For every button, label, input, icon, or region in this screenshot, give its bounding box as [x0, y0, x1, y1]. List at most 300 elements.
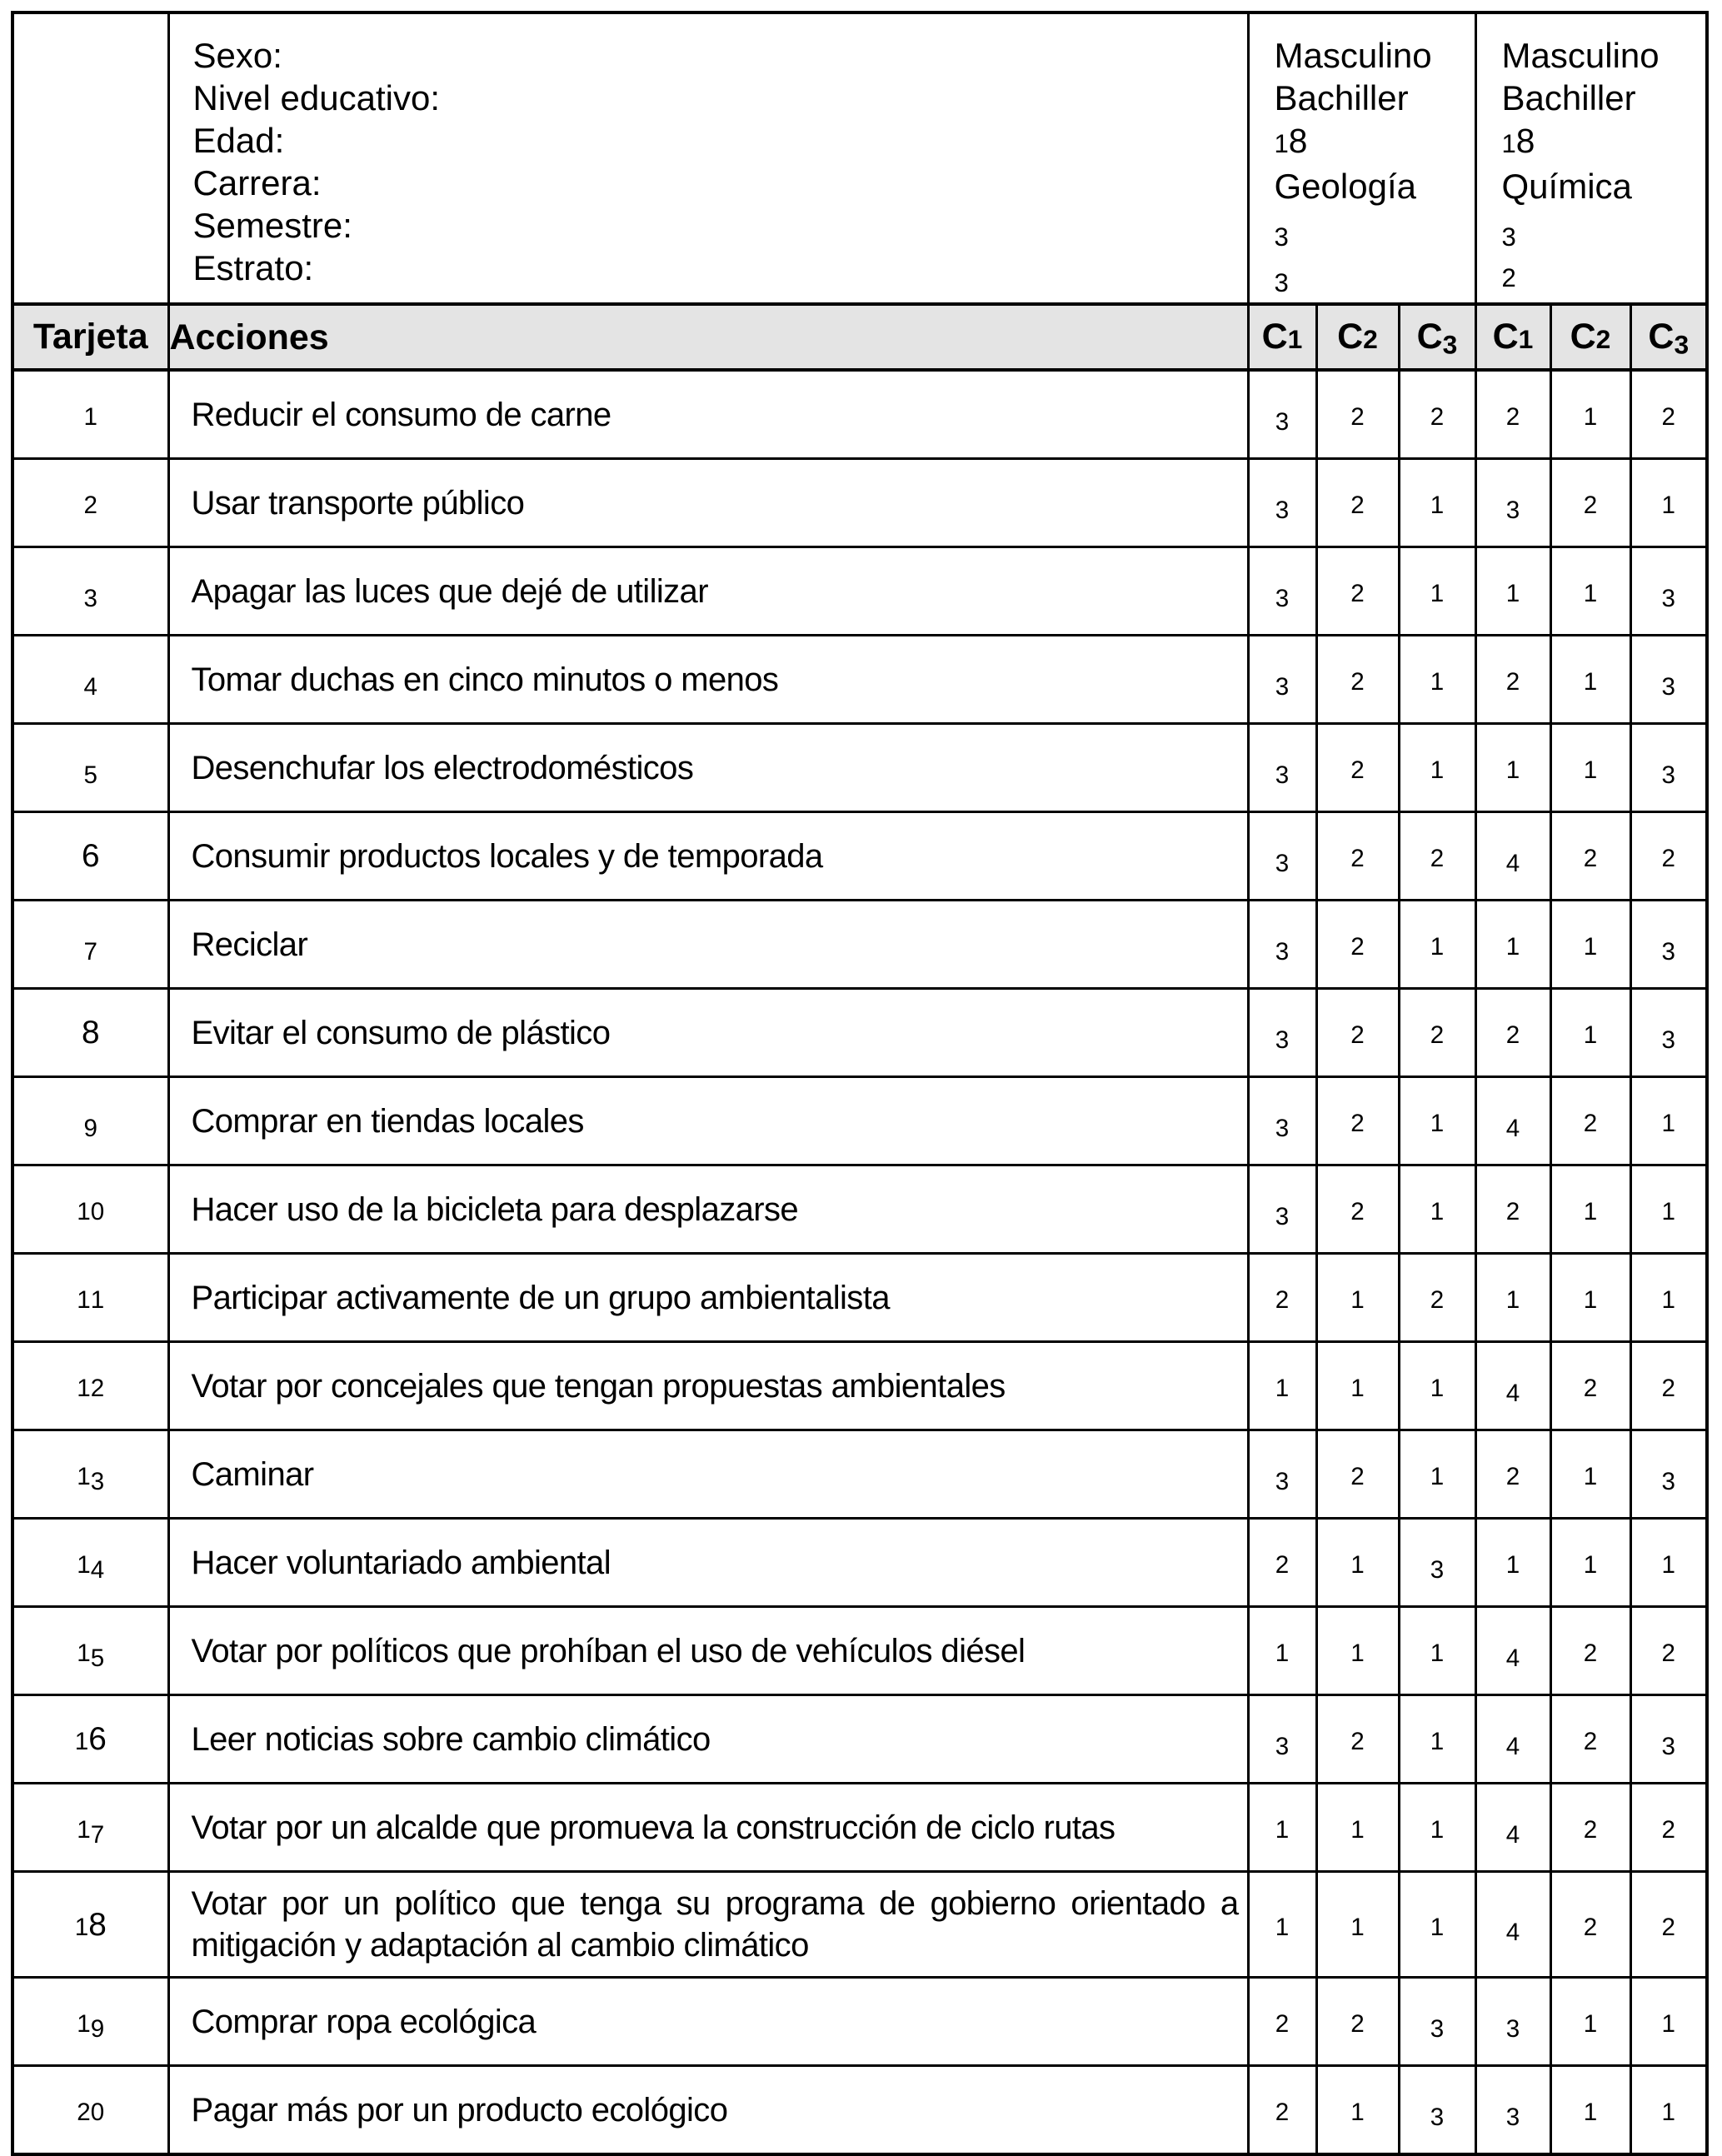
- digit: 1: [1430, 492, 1445, 519]
- value-cell: [1630, 812, 1707, 901]
- value-cell: [1475, 1872, 1550, 1978]
- student1-cell: [1248, 12, 1475, 304]
- value-cell: [1399, 370, 1475, 459]
- value-cell: [1399, 1077, 1475, 1165]
- value-cell: [1630, 1342, 1707, 1430]
- value-cell: [1316, 547, 1399, 636]
- digit: 1: [77, 1816, 91, 1844]
- table-row: [12, 2066, 1707, 2155]
- tarjeta-number-cell: [12, 989, 168, 1077]
- profile-label: Nivel educativo:: [192, 78, 440, 117]
- value-cell: [1630, 547, 1707, 636]
- digit: 3: [1274, 222, 1289, 252]
- accion-cell: Caminar: [168, 1430, 1248, 1519]
- digit: 3: [1430, 1555, 1445, 1584]
- digit: 2: [77, 2099, 91, 2126]
- table-row: [12, 1695, 1707, 1784]
- digit: 1: [1430, 1375, 1445, 1402]
- value-cell: [1475, 1077, 1550, 1165]
- value-cell: [1248, 1430, 1316, 1519]
- digit: 4: [1505, 1732, 1520, 1760]
- digit: 1: [74, 1913, 89, 1941]
- digit: 2: [1583, 1639, 1598, 1667]
- value-cell: [1550, 1254, 1630, 1342]
- digit: 2: [1275, 1551, 1290, 1579]
- digit: 3: [1501, 222, 1516, 252]
- digit: 1: [1350, 1551, 1365, 1579]
- digit: 1: [1505, 1551, 1520, 1579]
- digit: 2: [1350, 933, 1365, 961]
- digit: 1: [1518, 324, 1534, 354]
- digit: 2: [1350, 756, 1365, 784]
- accion-cell: Evitar el consumo de plástico: [168, 989, 1248, 1077]
- accion-cell: Apagar las luces que dejé de utilizar: [168, 547, 1248, 636]
- criterion-header-cell: C2: [1316, 304, 1399, 370]
- digit: 1: [1350, 1913, 1365, 1941]
- value-cell: [1316, 1254, 1399, 1342]
- value-cell: [1550, 636, 1630, 724]
- table-row: [12, 901, 1707, 989]
- value-cell: [1399, 1872, 1475, 1978]
- digit: 1: [77, 1198, 91, 1225]
- digit: 2: [1505, 403, 1520, 431]
- digit: 7: [83, 937, 97, 966]
- digit: 1: [1583, 1463, 1598, 1490]
- accion-cell: Votar por políticos que prohíban el uso de vehículos diésel: [168, 1607, 1248, 1695]
- value-cell: [1475, 901, 1550, 989]
- digit: 1: [1583, 756, 1598, 784]
- digit: 1: [1275, 1816, 1290, 1844]
- digit: 3: [1275, 1026, 1290, 1054]
- value-cell: [1248, 812, 1316, 901]
- digit: 3: [1275, 407, 1290, 436]
- digit: 1: [1583, 933, 1598, 961]
- value-cell: [1248, 2066, 1316, 2155]
- value-cell: [1316, 1607, 1399, 1695]
- digit: 2: [1430, 1021, 1445, 1049]
- value-cell: [1399, 1607, 1475, 1695]
- digit: 2: [1661, 1913, 1675, 1941]
- digit: 2: [1583, 845, 1598, 872]
- digit: 8: [1288, 122, 1308, 160]
- digit: 3: [83, 584, 97, 612]
- tarjeta-header: Tarjeta: [12, 304, 168, 370]
- tarjeta-number-cell: [12, 459, 168, 547]
- accion-cell: Hacer voluntariado ambiental: [168, 1519, 1248, 1607]
- value-cell: [1630, 1254, 1707, 1342]
- digit: 6: [81, 838, 100, 874]
- accion-cell: Reducir el consumo de carne: [168, 370, 1248, 459]
- digit: 4: [90, 1555, 105, 1584]
- digit: 1: [1275, 1639, 1290, 1667]
- criterion-header-cell: C1: [1248, 304, 1316, 370]
- digit: 2: [83, 492, 97, 519]
- digit: 2: [1661, 1816, 1675, 1844]
- digit: 3: [1674, 329, 1690, 360]
- value-cell: [1248, 1254, 1316, 1342]
- value-cell: [1399, 812, 1475, 901]
- table-row: [12, 1342, 1707, 1430]
- digit: 1: [1583, 1021, 1598, 1049]
- digit: 3: [90, 1467, 105, 1495]
- digit: 1: [90, 1286, 105, 1314]
- digit: 1: [77, 1286, 91, 1314]
- accion-cell: Votar por un político que tenga su programa de gobierno orientado a mitigación y adaptación al cambio climático: [168, 1872, 1248, 1978]
- value-cell: [1475, 370, 1550, 459]
- tarjeta-number-cell: [12, 1254, 168, 1342]
- profile-value: [1275, 207, 1466, 253]
- digit: 1: [1661, 2099, 1675, 2126]
- digit: 4: [1505, 1644, 1520, 1672]
- profile-value: [1502, 207, 1698, 253]
- tarjeta-number-cell: [12, 1978, 168, 2066]
- value-cell: [1630, 370, 1707, 459]
- header-row: [12, 304, 1707, 370]
- profile-label: Carrera:: [192, 163, 322, 202]
- value-cell: [1248, 547, 1316, 636]
- accion-cell: Comprar ropa ecológica: [168, 1978, 1248, 2066]
- digit: 4: [1505, 849, 1520, 877]
- digit: 4: [1505, 1820, 1520, 1849]
- profile-value: Bachiller: [1274, 78, 1409, 117]
- value-cell: [1550, 1165, 1630, 1254]
- digit: 1: [1661, 1551, 1675, 1579]
- profile-row: [12, 12, 1707, 304]
- value-cell: [1399, 1784, 1475, 1872]
- value-cell: [1550, 1342, 1630, 1430]
- value-cell: [1475, 1978, 1550, 2066]
- value-cell: [1399, 636, 1475, 724]
- digit: 2: [1350, 845, 1365, 872]
- tarjeta-number-cell: [12, 1077, 168, 1165]
- criterion-header-cell: C2: [1550, 304, 1630, 370]
- accion-cell: Participar activamente de un grupo ambientalista: [168, 1254, 1248, 1342]
- value-cell: [1475, 724, 1550, 812]
- value-cell: [1316, 989, 1399, 1077]
- tarjeta-number-cell: [12, 1519, 168, 1607]
- digit: 1: [1505, 580, 1520, 607]
- digit: 3: [1661, 1732, 1675, 1760]
- value-cell: [1475, 459, 1550, 547]
- accion-cell: Votar por concejales que tengan propuestas ambientales: [168, 1342, 1248, 1430]
- tarjeta-number-cell: [12, 636, 168, 724]
- table-row: [12, 1254, 1707, 1342]
- tarjeta-number-cell: [12, 1165, 168, 1254]
- digit: 1: [1430, 668, 1445, 696]
- value-cell: [1630, 1165, 1707, 1254]
- value-cell: [1316, 1872, 1399, 1978]
- value-cell: [1630, 1978, 1707, 2066]
- digit: 2: [1583, 492, 1598, 519]
- digit: 3: [1275, 1467, 1290, 1495]
- value-cell: [1399, 1342, 1475, 1430]
- digit: 2: [1583, 1110, 1598, 1137]
- digit: 2: [1350, 1728, 1365, 1755]
- value-cell: [1550, 1077, 1630, 1165]
- digit: 3: [1661, 937, 1675, 966]
- value-cell: [1475, 989, 1550, 1077]
- table-row: [12, 989, 1707, 1077]
- profile-label: Edad:: [192, 121, 285, 160]
- digit: 2: [1350, 1198, 1365, 1225]
- profile-empty-cell: [12, 12, 168, 304]
- digit: 1: [77, 2010, 91, 2038]
- digit: 3: [1275, 584, 1290, 612]
- digit: 1: [77, 1551, 91, 1579]
- value-cell: [1399, 459, 1475, 547]
- value-cell: [1475, 1695, 1550, 1784]
- table-row: [12, 1430, 1707, 1519]
- digit: 1: [1350, 1816, 1365, 1844]
- table-row: [12, 370, 1707, 459]
- digit: 3: [1505, 2103, 1520, 2131]
- digit: 2: [1661, 845, 1675, 872]
- tarjeta-number-cell: [12, 724, 168, 812]
- value-cell: [1248, 901, 1316, 989]
- value-cell: [1630, 989, 1707, 1077]
- value-cell: [1316, 1519, 1399, 1607]
- student2-cell: [1475, 12, 1707, 304]
- profile-value: [1275, 253, 1466, 299]
- digit: 2: [1501, 263, 1516, 292]
- digit: 3: [1661, 761, 1675, 789]
- table-row: [12, 1784, 1707, 1872]
- digit: 2: [1661, 1375, 1675, 1402]
- digit: 1: [1430, 1728, 1445, 1755]
- value-cell: [1550, 1430, 1630, 1519]
- digit: 1: [1505, 1286, 1520, 1314]
- value-cell: [1399, 1165, 1475, 1254]
- digit: 1: [74, 1728, 89, 1755]
- value-cell: [1475, 1165, 1550, 1254]
- digit: 3: [1661, 584, 1675, 612]
- value-cell: [1630, 901, 1707, 989]
- digit: 3: [1275, 761, 1290, 789]
- digit: 1: [1350, 1375, 1365, 1402]
- digit: 3: [1661, 672, 1675, 701]
- acciones-header: Acciones: [168, 304, 1248, 370]
- value-cell: [1630, 1519, 1707, 1607]
- profile-value: [1275, 119, 1466, 165]
- table-row: [12, 1165, 1707, 1254]
- tarjeta-number-cell: [12, 1784, 168, 1872]
- table-row: [12, 1607, 1707, 1695]
- profile-value: [1502, 119, 1698, 165]
- value-cell: [1550, 724, 1630, 812]
- value-cell: [1550, 901, 1630, 989]
- digit: 1: [1583, 2010, 1598, 2038]
- value-cell: [1248, 1607, 1316, 1695]
- digit: 1: [1661, 2010, 1675, 2038]
- digit: 1: [1430, 933, 1445, 961]
- value-cell: [1630, 1430, 1707, 1519]
- digit: 4: [1505, 1918, 1520, 1946]
- accion-cell: Hacer uso de la bicicleta para desplazarse: [168, 1165, 1248, 1254]
- digit: 1: [1583, 2099, 1598, 2126]
- value-cell: [1550, 1695, 1630, 1784]
- digit: 1: [1275, 1913, 1290, 1941]
- profile-value: Masculino: [1501, 36, 1660, 75]
- profile-labels-cell: [168, 12, 1248, 304]
- digit: 1: [1350, 2099, 1365, 2126]
- digit: 2: [1505, 1463, 1520, 1490]
- value-cell: [1550, 370, 1630, 459]
- digit: 2: [1583, 1375, 1598, 1402]
- digit: 2: [1583, 1913, 1598, 1941]
- value-cell: [1475, 812, 1550, 901]
- tarjeta-number-cell: [12, 1342, 168, 1430]
- digit: 2: [1583, 1816, 1598, 1844]
- value-cell: [1248, 636, 1316, 724]
- tarjeta-number-cell: [12, 901, 168, 989]
- digit: 1: [77, 1375, 91, 1402]
- value-cell: [1475, 1519, 1550, 1607]
- digit: 3: [1442, 329, 1458, 360]
- digit: 4: [1505, 1114, 1520, 1142]
- digit: 1: [77, 1639, 91, 1667]
- criterion-header-cell: C3: [1399, 304, 1475, 370]
- value-cell: [1316, 812, 1399, 901]
- value-cell: [1248, 1784, 1316, 1872]
- tarjeta-number-cell: [12, 547, 168, 636]
- value-cell: [1475, 1784, 1550, 1872]
- digit: 1: [1430, 1198, 1445, 1225]
- digit: 1: [1661, 1198, 1675, 1225]
- tarjeta-number-cell: [12, 370, 168, 459]
- accion-cell: Desenchufar los electrodomésticos: [168, 724, 1248, 812]
- digit: 1: [1350, 1286, 1365, 1314]
- digit: 1: [1430, 580, 1445, 607]
- value-cell: [1630, 1872, 1707, 1978]
- value-cell: [1316, 1978, 1399, 2066]
- value-cell: [1630, 459, 1707, 547]
- digit: 2: [1430, 845, 1445, 872]
- digit: 1: [1350, 1639, 1365, 1667]
- value-cell: [1316, 1165, 1399, 1254]
- value-cell: [1316, 1077, 1399, 1165]
- value-cell: [1316, 459, 1399, 547]
- value-cell: [1550, 812, 1630, 901]
- value-cell: [1399, 2066, 1475, 2155]
- digit: 3: [1275, 672, 1290, 701]
- value-cell: [1316, 1695, 1399, 1784]
- survey-table: [11, 11, 1709, 2156]
- value-cell: [1399, 989, 1475, 1077]
- digit: 2: [1350, 1021, 1365, 1049]
- digit: 0: [90, 2099, 105, 2126]
- value-cell: [1475, 1342, 1550, 1430]
- digit: 2: [1363, 324, 1378, 354]
- digit: 2: [1430, 1286, 1445, 1314]
- value-cell: [1248, 1077, 1316, 1165]
- value-cell: [1475, 547, 1550, 636]
- digit: 3: [1275, 1114, 1290, 1142]
- value-cell: [1316, 724, 1399, 812]
- profile-label: Semestre:: [192, 206, 352, 245]
- value-cell: [1550, 547, 1630, 636]
- digit: 2: [1661, 1639, 1675, 1667]
- value-cell: [1630, 636, 1707, 724]
- digit: 7: [90, 1820, 105, 1849]
- digit: 3: [1274, 268, 1289, 298]
- accion-cell: Pagar más por un producto ecológico: [168, 2066, 1248, 2155]
- value-cell: [1475, 1254, 1550, 1342]
- table-row: [12, 1077, 1707, 1165]
- tarjeta-number-cell: [12, 2066, 168, 2155]
- value-cell: [1248, 1519, 1316, 1607]
- accion-cell: Comprar en tiendas locales: [168, 1077, 1248, 1165]
- digit: 1: [1505, 756, 1520, 784]
- digit: 1: [1505, 933, 1520, 961]
- value-cell: [1630, 1784, 1707, 1872]
- profile-value: Geología: [1274, 167, 1416, 206]
- digit: 1: [1661, 1286, 1675, 1314]
- digit: 2: [1430, 403, 1445, 431]
- profile-value: Química: [1501, 167, 1632, 206]
- digit: 3: [1275, 849, 1290, 877]
- digit: 2: [1595, 324, 1611, 354]
- value-cell: [1316, 1784, 1399, 1872]
- digit: 3: [1275, 1202, 1290, 1230]
- table-row: [12, 547, 1707, 636]
- value-cell: [1316, 901, 1399, 989]
- digit: 4: [83, 672, 97, 701]
- profile-value: Bachiller: [1501, 78, 1636, 117]
- value-cell: [1630, 1695, 1707, 1784]
- value-cell: [1475, 636, 1550, 724]
- digit: 2: [1350, 492, 1365, 519]
- digit: 2: [1350, 668, 1365, 696]
- value-cell: [1248, 1695, 1316, 1784]
- digit: 1: [1430, 1816, 1445, 1844]
- tarjeta-number-cell: [12, 1430, 168, 1519]
- digit: 2: [1350, 1463, 1365, 1490]
- digit: 1: [1430, 1110, 1445, 1137]
- digit: 1: [83, 403, 97, 431]
- tarjeta-number-cell: [12, 1607, 168, 1695]
- value-cell: [1550, 1872, 1630, 1978]
- value-cell: [1550, 1519, 1630, 1607]
- digit: 1: [1430, 1913, 1445, 1941]
- digit: 9: [83, 1114, 97, 1142]
- value-cell: [1316, 370, 1399, 459]
- value-cell: [1248, 989, 1316, 1077]
- digit: 1: [1430, 1639, 1445, 1667]
- value-cell: [1248, 1872, 1316, 1978]
- value-cell: [1550, 1978, 1630, 2066]
- value-cell: [1475, 2066, 1550, 2155]
- digit: 1: [1287, 324, 1303, 354]
- criterion-header-cell: C3: [1630, 304, 1707, 370]
- profile-value: Masculino: [1274, 36, 1432, 75]
- criterion-header-cell: C1: [1475, 304, 1550, 370]
- digit: 1: [1583, 403, 1598, 431]
- digit: 2: [1275, 2010, 1290, 2038]
- value-cell: [1550, 989, 1630, 1077]
- digit: 1: [1583, 668, 1598, 696]
- digit: 1: [1275, 1375, 1290, 1402]
- digit: 3: [1275, 496, 1290, 524]
- value-cell: [1550, 1784, 1630, 1872]
- digit: 2: [1350, 1110, 1365, 1137]
- digit: 1: [1583, 1551, 1598, 1579]
- accion-cell: Usar transporte público: [168, 459, 1248, 547]
- value-cell: [1248, 459, 1316, 547]
- digit: 2: [1505, 1021, 1520, 1049]
- value-cell: [1630, 2066, 1707, 2155]
- value-cell: [1316, 2066, 1399, 2155]
- digit: 8: [88, 1906, 107, 1943]
